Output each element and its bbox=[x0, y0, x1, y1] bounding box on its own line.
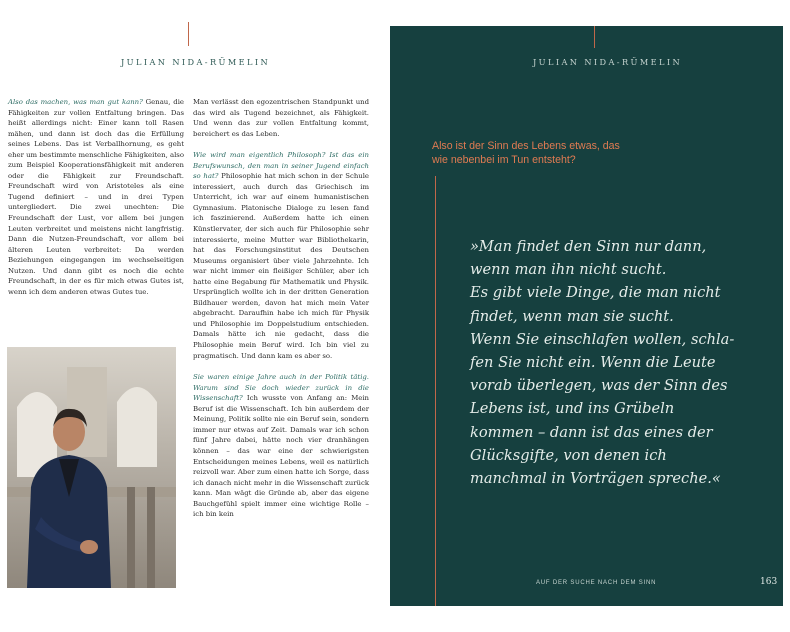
vertical-rule-right bbox=[435, 176, 436, 606]
running-head-rule-right bbox=[594, 26, 595, 48]
pull-quote bbox=[470, 235, 770, 490]
left-page bbox=[0, 0, 390, 632]
running-head-right: JULIAN NIDA-RÜMELIN bbox=[533, 57, 683, 67]
interview-question bbox=[432, 139, 682, 167]
paragraph bbox=[193, 97, 369, 139]
quote-line: Lebens ist, und ins Grübeln bbox=[470, 400, 675, 418]
quote-line: kommen – dann ist das eines der bbox=[470, 423, 713, 441]
interviewer-question: Sie waren einige Jahre auch in der Politik tätig. Warum sind Sie doch wieder zurück in die Wissenschaft? bbox=[193, 373, 369, 403]
answer-text: Ich wusste von Anfang an: Mein Beruf ist die Wissenschaft. Ich bin außerdem der Meinung, Politik sollte nie ein Beruf sein, sondern immer nur etwas auf Zeit. Damals war ich schon fünf Jahre dabei, hätte noch vier dranhängen können – das war eine der schwierigsten Entscheidungen meines Lebens, weil es natürlich reizvoll war. Aber zum einen hatte ich Sorge, dass ich danach nicht mehr in die Wissenschaft zurück kann. Man wägt die Gründe ab, aber das eigene Bauchgefühl spielt immer eine wichtige Rolle – ich bin kein bbox=[193, 394, 369, 519]
text-column-1 bbox=[8, 97, 184, 297]
right-page bbox=[390, 26, 783, 606]
running-head-rule bbox=[188, 22, 189, 46]
quote-line: Es gibt viele Dinge, die man nicht bbox=[470, 284, 721, 302]
quote-line: Wenn Sie einschlafen wollen, schla- bbox=[470, 330, 735, 348]
running-head-left: JULIAN NIDA-RÜMELIN bbox=[121, 57, 271, 67]
question-line: wie nebenbei im Tun entsteht? bbox=[432, 154, 576, 166]
portrait-illustration bbox=[7, 347, 176, 588]
answer-text: Man verlässt den egozentrischen Standpunkt und das wird als Tugend bezeichnet, als Fähigkeit. Und wenn das zur vollen Entfaltung kommt, bereichert es das Leben. bbox=[193, 98, 369, 138]
paragraph bbox=[8, 97, 184, 297]
interviewer-question: Also das machen, was man gut kann? bbox=[8, 98, 143, 106]
answer-text: Philosophie hat mich schon in der Schule interessiert, auch durch das Griechisch im Unterricht, ich war auf einem humanistischen Gymnasium. Platonische Dialoge zu lesen fand ich faszinierend. Außerdem hatte ich einen Künstlervater, der sich auch für Philosophie sehr interessierte, meine Mutter war Bibliothekarin, hat das Forschungsinstitut des Deutschen Museums organisiert über viele Jahrzehnte. Ich war nicht immer ein fleißiger Schüler, aber ich hatte eine Begabung für Mathematik und Physik. Ursprünglich wollte ich in der dritten Generation Bildhauer werden, davon hat mich mein Vater abgebracht. Daraufhin habe ich mich für Physik und Philosophie im Doppelstudium entschieden. Damals hätte ich nie gedacht, dass die Philosophie mein Beruf wird. Ich bin viel zu pragmatisch. Und dann kam es aber so. bbox=[193, 172, 369, 360]
quote-line: fen Sie nicht ein. Wenn die Leute bbox=[470, 354, 716, 372]
quote-line: findet, wenn man sie sucht. bbox=[470, 307, 674, 325]
paragraph bbox=[193, 372, 369, 520]
paragraph bbox=[193, 150, 369, 361]
quote-line: vorab überlegen, was der Sinn des bbox=[470, 377, 728, 395]
question-line: Also ist der Sinn des Lebens etwas, das bbox=[432, 140, 620, 152]
answer-text: Genau, die Fähigkeiten zur vollen Entfaltung bringen. Das heißt allerdings nicht: Einer kann toll Rasen mähen, und dann ist doch das die Erfüllung seines Lebens. Das ist Verballhornung, es geht eher um bestimmte menschliche Fähigkeiten, also zum Beispiel Kooperationsfähigkeit mit anderen oder die Fähigkeit zur Freundschaft. Freundschaft wird von Aristoteles als eine Tugend definiert – und in drei Typen untergliedert. Die zwei unechten: Die Freundschaft der Lust, vor allem bei jungen Leuten verbreitet und meistens nicht langfristig. Dann die Nutzen-Freundschaft, vor allem bei älteren Leuten verbreitet: Da werden Beziehungen eingegangen im wechselseitigen Nutzen. Und dann gibt es noch die echte Freundschaft, in der es für mich etwas Gutes ist, wenn ich dem anderen etwas Gutes tue. bbox=[8, 98, 184, 296]
interviewer-question: Wie wird man eigentlich Philosoph? Ist das ein Berufswunsch, den man in seiner Jugend einfach so hat? bbox=[193, 151, 369, 181]
portrait-photo bbox=[7, 347, 176, 588]
paragraph-gap bbox=[193, 361, 369, 372]
text-column-2 bbox=[193, 97, 369, 520]
paragraph-gap bbox=[193, 139, 369, 150]
quote-line: »Man findet den Sinn nur dann, bbox=[470, 238, 707, 255]
quote-line: manchmal in Vorträgen spreche.« bbox=[470, 470, 721, 488]
quote-line: wenn man ihn nicht sucht. bbox=[470, 261, 667, 279]
quote-line: Glücksgifte, von denen ich bbox=[470, 446, 667, 464]
running-footer: AUF DER SUCHE NACH DEM SINN bbox=[536, 580, 657, 586]
page-number: 163 bbox=[760, 577, 778, 587]
